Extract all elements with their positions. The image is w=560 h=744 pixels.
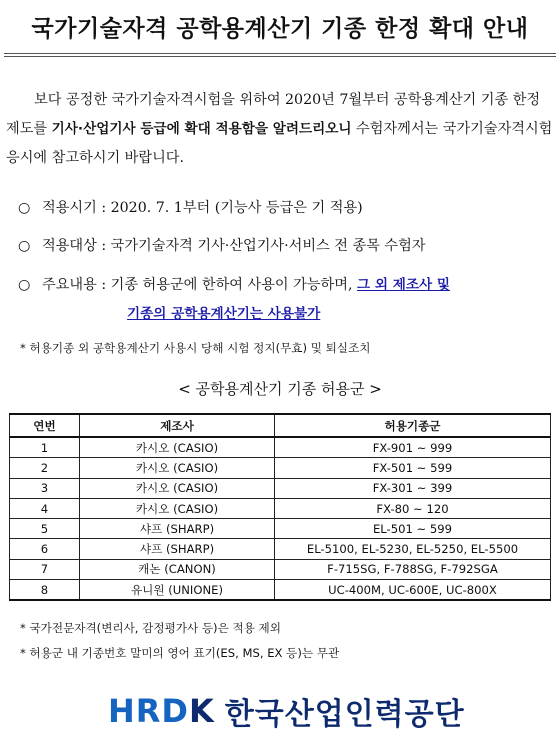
cell-number: 7	[10, 559, 80, 579]
cell-manufacturer: 카시오 (CASIO)	[80, 478, 275, 498]
table-row	[10, 580, 551, 601]
bullet-period-text: 적용시기 : 2020. 7. 1부터 (기능사 등급은 기 적용)	[42, 200, 363, 216]
intro-emphasis: 기사·산업기사 등급에 확대 적용함을 알려드리오니	[51, 121, 352, 137]
cell-number: 6	[10, 539, 80, 559]
cell-number: 1	[10, 437, 80, 458]
cell-manufacturer: 샤프 (SHARP)	[80, 539, 275, 559]
header-number: 연번	[10, 414, 80, 437]
bullet-circle-icon: ○	[18, 238, 31, 254]
cell-manufacturer: 유니원 (UNIONE)	[80, 580, 275, 601]
bullet-content-emphasis-1: 그 외 제조사 및	[356, 277, 450, 293]
bullet-content-continuation	[127, 302, 320, 322]
table-row	[10, 519, 551, 539]
table-row	[10, 458, 551, 478]
cell-models: EL-501 ~ 599	[275, 519, 551, 539]
intro-text-1: 보다 공정한 국가기술자격시험을 위하여 2020년 7월부터 공학용계산기 기종 한정 제도를	[6, 92, 541, 137]
header-models: 허용기종군	[275, 414, 551, 437]
cell-models: F-715SG, F-788SG, F-792SGA	[275, 559, 551, 579]
intro-text-2: 수험자께서는 국가기술자격시험 응시에 참고하시기 바랍니다.	[6, 121, 553, 166]
bullet-circle-icon: ○	[18, 200, 31, 216]
bullet-target	[18, 235, 426, 255]
bullet-circle-icon: ○	[18, 277, 31, 293]
table-subtitle: < 공학용계산기 기종 허용군 >	[178, 380, 382, 398]
table-header-row	[10, 414, 551, 437]
document-title: 국가기술자격 공학용계산기 기종 한정 확대 안내	[31, 15, 529, 42]
bullet-content-emphasis-2: 기종의 공학용계산기는 사용불가	[127, 306, 321, 322]
cell-models: FX-80 ~ 120	[275, 498, 551, 518]
sanction-note: * 허용기종 외 공학용계산기 사용시 당해 시험 정지(무효) 및 퇴실조치	[20, 341, 371, 355]
bullet-period	[18, 197, 363, 217]
cell-models: EL-5100, EL-5230, EL-5250, EL-5500	[275, 539, 551, 559]
cell-models: UC-400M, UC-600E, UC-800X	[275, 580, 551, 601]
cell-number: 3	[10, 478, 80, 498]
cell-number: 5	[10, 519, 80, 539]
organization-name: 한국산업인력공단	[224, 697, 465, 732]
footnote-suffix: * 허용군 내 기종번호 말미의 영어 표기(ES, MS, EX 등)는 무관	[20, 646, 340, 660]
table-row	[10, 498, 551, 518]
intro-paragraph	[6, 86, 554, 173]
header-manufacturer: 제조사	[80, 414, 275, 437]
cell-manufacturer: 카시오 (CASIO)	[80, 458, 275, 478]
title-divider-top	[4, 53, 556, 54]
bullet-target-text: 적용대상 : 국가기술자격 기사·산업기사·서비스 전 종목 수험자	[42, 238, 426, 254]
table-row	[10, 559, 551, 579]
cell-manufacturer: 카시오 (CASIO)	[80, 437, 275, 458]
cell-models: FX-501 ~ 599	[275, 458, 551, 478]
footnote-exclusion: * 국가전문자격(변리사, 감정평가사 등)은 적용 제외	[20, 621, 281, 635]
organization-logo	[108, 690, 465, 732]
table-row	[10, 478, 551, 498]
bullet-content-text: 주요내용 : 기종 허용군에 한하여 사용이 가능하며,	[42, 277, 357, 293]
cell-models: FX-901 ~ 999	[275, 437, 551, 458]
cell-models: FX-301 ~ 399	[275, 478, 551, 498]
cell-manufacturer: 캐논 (CANON)	[80, 559, 275, 579]
title-divider-bottom	[4, 56, 556, 57]
cell-manufacturer: 샤프 (SHARP)	[80, 519, 275, 539]
cell-number: 2	[10, 458, 80, 478]
hrdk-logo-icon: HRDK	[108, 692, 215, 730]
cell-manufacturer: 카시오 (CASIO)	[80, 498, 275, 518]
cell-number: 4	[10, 498, 80, 518]
table-row	[10, 539, 551, 559]
bullet-content	[18, 273, 450, 294]
cell-number: 8	[10, 580, 80, 601]
table-row	[10, 437, 551, 458]
allowed-calculator-table	[9, 413, 551, 601]
